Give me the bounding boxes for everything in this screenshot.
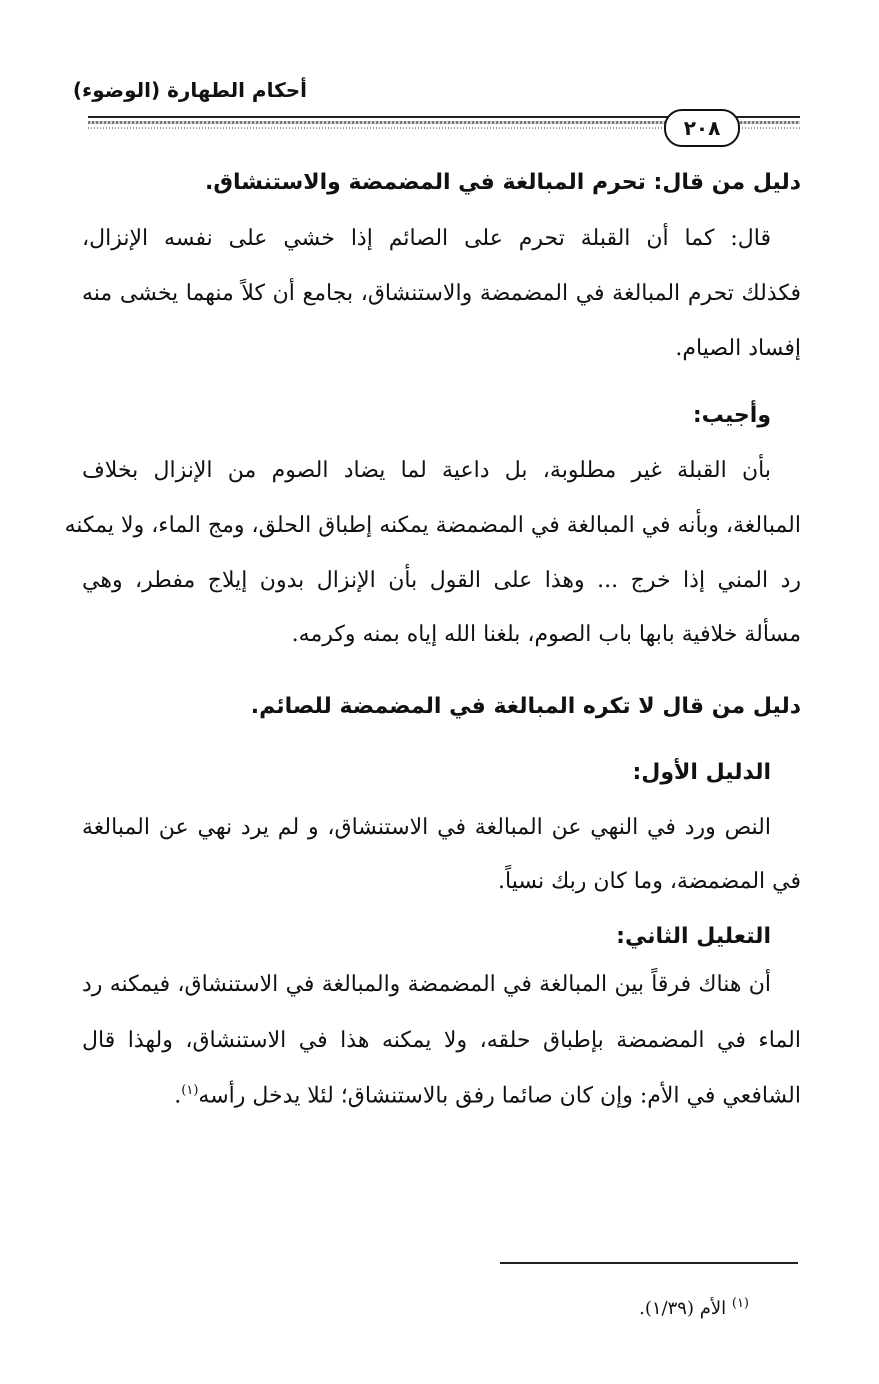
paragraph-line xyxy=(82,1084,801,1107)
paragraph-line: المبالغة، وبأنه في المبالغة في المضمضة يمكنه إطباق الحلق، ومج الماء، ولا يمكنه xyxy=(64,513,801,538)
running-title: أحكام الطهارة (الوضوء) xyxy=(72,78,307,102)
paragraph-line: رد المني إذا خرج ... وهذا على القول بأن الإنزال بدون إيلاج مفطر، وهي xyxy=(82,568,801,593)
subsection-heading: الدليل الأول: xyxy=(632,760,771,785)
section-heading: دليل من قال لا تكره المبالغة في المضمضة للصائم. xyxy=(250,694,801,719)
paragraph-line: النص ورد في النهي عن المبالغة في الاستنشاق، و لم يرد نهي عن المبالغة xyxy=(82,815,771,840)
footnote xyxy=(639,1296,749,1319)
paragraph-line: مسألة خلافية بابها باب الصوم، بلغنا الله إياه بمنه وكرمه. xyxy=(291,622,801,647)
footnote-rule xyxy=(500,1262,798,1264)
subsection-heading: التعليل الثاني: xyxy=(616,924,771,949)
subsection-heading: وأجيب: xyxy=(692,403,771,428)
section-heading: دليل من قال: تحرم المبالغة في المضمضة والاستنشاق. xyxy=(204,170,801,195)
footnote-text: الأم (١/٣٩). xyxy=(639,1298,727,1319)
paragraph-text: الشافعي في الأم: وإن كان صائما رفق بالاستنشاق؛ لئلا يدخل رأسه xyxy=(198,1083,801,1109)
page-number: ٢٠٨ xyxy=(683,116,721,140)
page-number-badge xyxy=(664,109,740,147)
sentence-end: . xyxy=(174,1083,182,1109)
paragraph-line: قال: كما أن القبلة تحرم على الصائم إذا خشي على نفسه الإنزال، xyxy=(82,226,771,251)
paragraph-line: الماء في المضمضة بإطباق حلقه، ولا يمكنه هذا في الاستنشاق، ولهذا قال xyxy=(82,1028,801,1053)
paragraph-line: فكذلك تحرم المبالغة في المضمضة والاستنشاق، بجامع أن كلاً منهما يخشى منه xyxy=(82,281,801,306)
paragraph-line: أن هناك فرقاً بين المبالغة في المضمضة والمبالغة في الاستنشاق، فيمكنه رد xyxy=(82,972,771,997)
footnote-number: (١) xyxy=(731,1296,749,1311)
paragraph-line: إفساد الصيام. xyxy=(675,336,801,361)
paragraph-line: بأن القبلة غير مطلوبة، بل داعية لما يضاد الصوم من الإنزال بخلاف xyxy=(82,458,771,483)
footnote-marker[interactable]: (١) xyxy=(181,1083,199,1098)
paragraph-line: في المضمضة، وما كان ربك نسياً. xyxy=(498,869,801,894)
